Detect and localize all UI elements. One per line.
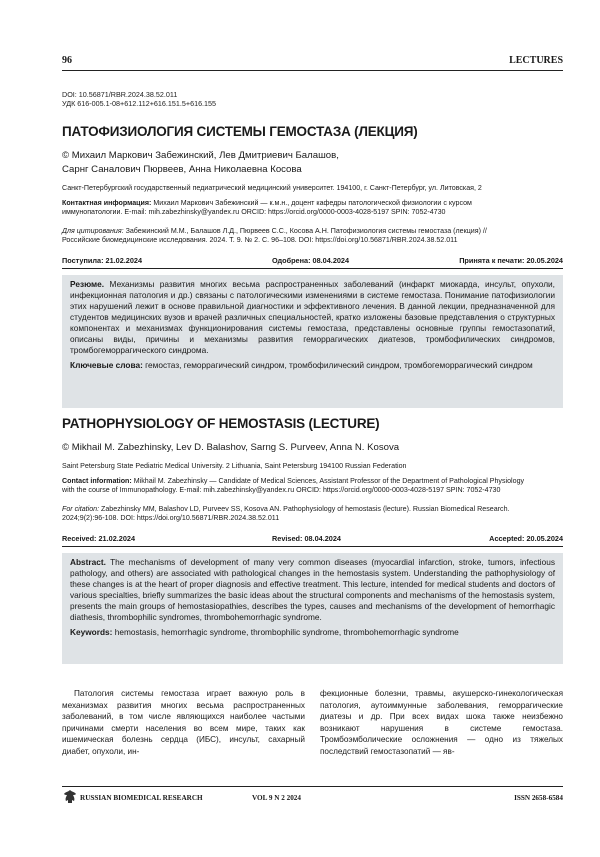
abstract-ru-text: Механизмы развития многих весьма распространенных заболеваний (инфаркт миокарда, инсульт, опухоли, инфекционная патология и др.) связаны с патологическими изменениями в системе гемостаза. Понимание патофизиологии этих нарушений лежит в основе правильной диагностики и эффективного лечения. В данной лекции, предназначенной для студентов медицинских вузов и врачей различных специальностей, кратко изложены базовые представления о структурных компонентах и механизмах функционирования системы гемостаза, представлены основные группы гемостазопатий, описаны виды, причины и механизмы развития геморрагических диатезов, тромбофилических синдромов, тромбогеморрагического синдрома. — [70, 279, 555, 355]
abstract-ru — [70, 279, 555, 356]
authors-ru-line1: © Михаил Маркович Забежинский, Лев Дмитриевич Балашов, — [62, 150, 339, 161]
keywords-en-label: Keywords: — [70, 627, 113, 637]
received-ru: Поступила: 21.02.2024 — [62, 256, 143, 265]
abstract-en-label: Abstract. — [70, 557, 106, 567]
authors-ru — [62, 149, 339, 177]
title-en: PATHOPHYSIOLOGY OF HEMOSTASIS (LECTURE) — [62, 416, 380, 431]
citation-ru-label: Для цитирования: — [62, 227, 124, 235]
contact-ru-text2: иммунопатологии. E-mail: mih.zabezhinsky@yandex.ru ORCID: https://orcid.org/0000-0003-4028-5197 SPIN: 7052-4730 — [62, 208, 446, 217]
abstract-ru-label: Резюме. — [70, 279, 105, 289]
title-ru: ПАТОФИЗИОЛОГИЯ СИСТЕМЫ ГЕМОСТАЗА (ЛЕКЦИЯ) — [62, 124, 418, 139]
citation-en-text2: 2024;9(2):96-108. DOI: https://doi.org/10.56871/RBR.2024.38.52.011 — [62, 514, 280, 523]
body-column-right: фекционные болезни, травмы, акушерско-гинекологическая патология, аутоиммунные заболевания, геморрагические диатезы и др. При всех видах шока также неизбежно возникают нарушения в системе гемостаза. Тромбоэмболические осложнения — одно из тяжелых последствий гемостазопатий — яв- — [320, 689, 563, 756]
contact-en-label: Contact information: — [62, 477, 132, 485]
citation-ru-text1: Забежинский М.М., Балашов Л.Д., Пюрвеев С.С., Косова А.Н. Патофизиология системы гемостаза (лекция) // — [123, 227, 487, 235]
body-column-left: Патология системы гемостаза играет важную роль в механизмах развития многих весьма распространенных заболеваний, в том числе являющихся наиболее частыми причинами смерти населения во всем мире, таких как ишемическая болезнь сердца (ИБС), инсульт, сахарный диабет, опухоли, ин- — [62, 689, 305, 756]
contact-en — [62, 477, 563, 495]
page-number: 96 — [62, 55, 72, 66]
dates-rule-ru — [62, 268, 563, 269]
contact-en-text1: Mikhail M. Zabezhinsky — Candidate of Medical Sciences, Assistant Professor of the Department of Pathological Physiology — [131, 477, 525, 485]
revised-en: Revised: 08.04.2024 — [272, 534, 341, 543]
keywords-ru — [70, 360, 555, 371]
abstract-box-en — [62, 553, 563, 664]
doi: DOI: 10.56871/RBR.2024.38.52.011 — [62, 90, 178, 99]
contact-ru-text1: Михаил Маркович Забежинский — к.м.н., доцент кафедры патологической физиологии с курсом — [151, 199, 472, 207]
journal-logo-icon — [62, 789, 78, 805]
keywords-ru-text: гемостаз, геморрагический синдром, тромбофилический синдром, тромбогеморрагический синдром — [142, 360, 533, 370]
footer-issn: ISSN 2658-6584 — [514, 794, 563, 802]
keywords-en-text: hemostasis, hemorrhagic syndrome, thrombophilic syndrome, thrombohemorrhagic syndrome — [112, 627, 459, 637]
accepted-ru: Принята к печати: 20.05.2024 — [459, 256, 563, 265]
contact-en-text2: with the course of Immunopathology. E-mail: mih.zabezhinsky@yandex.ru ORCID: https://orcid.org/0000-0003-4028-5197 SPIN: 7052-4730 — [62, 486, 501, 495]
abstract-box-ru — [62, 275, 563, 408]
contact-ru — [62, 199, 563, 217]
keywords-ru-label: Ключевые слова: — [70, 360, 143, 370]
affiliation-ru: Санкт-Петербургский государственный педиатрический медицинский университет. 194100, г. Санкт-Петербург, ул. Литовская, 2 — [62, 184, 482, 192]
udk: УДК 616-005.1-08+612.112+616.151.5+616.155 — [62, 99, 217, 108]
footer-issue: VOL 9 N 2 2024 — [252, 794, 301, 802]
accepted-en: Accepted: 20.05.2024 — [489, 534, 563, 543]
authors-en: © Mikhail M. Zabezhinsky, Lev D. Balashov, Sarng S. Purveev, Anna N. Kosova — [62, 442, 400, 453]
revised-ru: Одобрена: 08.04.2024 — [272, 256, 350, 265]
citation-en — [62, 505, 563, 523]
header-rule — [62, 70, 563, 71]
abstract-en — [70, 557, 555, 623]
citation-en-text1: Zabezhinsky MM, Balashov LD, Purveev SS, Kosova AN. Pathophysiology of hemostasis (lecture). Russian Biomedical Research. — [99, 505, 510, 513]
affiliation-en: Saint Petersburg State Pediatric Medical University. 2 Lithuania, Saint Petersburg 194100 Russian Federation — [62, 462, 407, 470]
footer-journal-name: RUSSIAN BIOMEDICAL RESEARCH — [80, 794, 203, 802]
citation-en-label: For citation: — [62, 505, 100, 513]
abstract-en-text: The mechanisms of development of many very common diseases (myocardial infarction, stroke, tumors, infectious pathology, and others) are associated with pathological changes in the hemostasis system. Understanding the pathophysiology of these changes is at the heart of proper diagnosis and effective treatment. This lecture, intended for medical students and doctors of various specialties, briefly summarizes the basic ideas about the structural components and mechanisms of the hemostasis system, presents the main groups of hemostasiopathies, describes the types, causes and mechanisms of the development of hemorrhagic diathesis, thrombophilic syndromes, thrombohemorrhagic syndrome. — [70, 557, 555, 622]
keywords-en — [70, 627, 555, 638]
section-label: LECTURES — [509, 55, 563, 66]
contact-ru-label: Контактная информация: — [62, 199, 152, 207]
dates-rule-en — [62, 546, 563, 547]
citation-ru-text2: Российские биомедицинские исследования. 2024. Т. 9. № 2. С. 96–108. DOI: https://doi.org/10.56871/RBR.2024.38.52.011 — [62, 236, 458, 245]
citation-ru — [62, 227, 563, 245]
authors-ru-line2: Сарнг Саналович Пюрвеев, Анна Николаевна Косова — [62, 164, 302, 175]
received-en: Received: 21.02.2024 — [62, 534, 136, 543]
footer-rule — [62, 786, 563, 787]
